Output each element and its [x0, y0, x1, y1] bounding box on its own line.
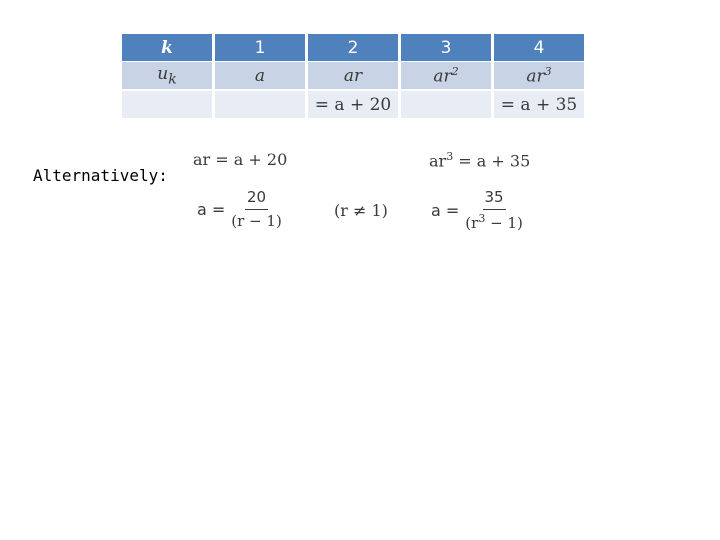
- table-cell-empty-1: [215, 91, 305, 118]
- equation-ar3-rhs: = a + 35: [453, 151, 531, 171]
- uk-base: u: [157, 63, 169, 84]
- fraction-a-35: [431, 188, 523, 232]
- fraction-a-20: [197, 188, 282, 230]
- fraction1-numerator: 20: [245, 188, 268, 210]
- fraction2-numerator: 35: [483, 188, 506, 210]
- table-cell-1: 1: [215, 34, 305, 62]
- fraction2-den-pre: (r: [465, 214, 479, 232]
- sequence-table: [119, 34, 587, 118]
- fraction1-denominator: (r − 1): [231, 212, 282, 230]
- table-cell-ar2: [401, 62, 491, 91]
- table-cell-4: 4: [494, 34, 584, 62]
- table-cell-2: 2: [308, 34, 398, 62]
- fraction2-den-post: − 1): [485, 214, 523, 232]
- table-cell-ar3: [494, 62, 584, 91]
- fraction1-body: [231, 188, 282, 230]
- fraction2-den-exponent: 3: [478, 212, 486, 225]
- table-cell-eq-4: = a + 35: [494, 91, 584, 118]
- ar3-exponent: 3: [544, 64, 552, 78]
- ar3-base: ar: [526, 66, 545, 87]
- table-cell-k: k: [122, 34, 212, 62]
- table-cell-uk: [122, 62, 212, 91]
- table-header-row: [122, 34, 584, 62]
- fraction2-denominator: [465, 210, 523, 232]
- table-cell-ar: ar: [308, 62, 398, 91]
- alternatively-label: Alternatively:: [33, 166, 168, 185]
- equation-ar3-exponent: 3: [446, 150, 454, 163]
- ar2-base: ar: [433, 66, 452, 87]
- condition-r-not-1: (r ≠ 1): [334, 201, 388, 220]
- table-cell-eq-2: = a + 20: [308, 91, 398, 118]
- equation-ar: ar = a + 20: [193, 150, 288, 169]
- table-cell-3: 3: [401, 34, 491, 62]
- table-cell-empty-0: [122, 91, 212, 118]
- table-term-row: [122, 62, 584, 91]
- equation-ar3: [429, 150, 530, 170]
- table-cell-empty-3: [401, 91, 491, 118]
- ar2-exponent: 2: [451, 64, 459, 78]
- fraction1-lhs: a =: [197, 199, 226, 219]
- equation-ar3-lhs: ar: [429, 151, 447, 171]
- table-equation-row: [122, 91, 584, 118]
- fraction2-body: [465, 188, 523, 232]
- table-cell-a: a: [215, 62, 305, 91]
- uk-subscript: k: [168, 71, 177, 88]
- fraction2-lhs: a =: [431, 200, 460, 220]
